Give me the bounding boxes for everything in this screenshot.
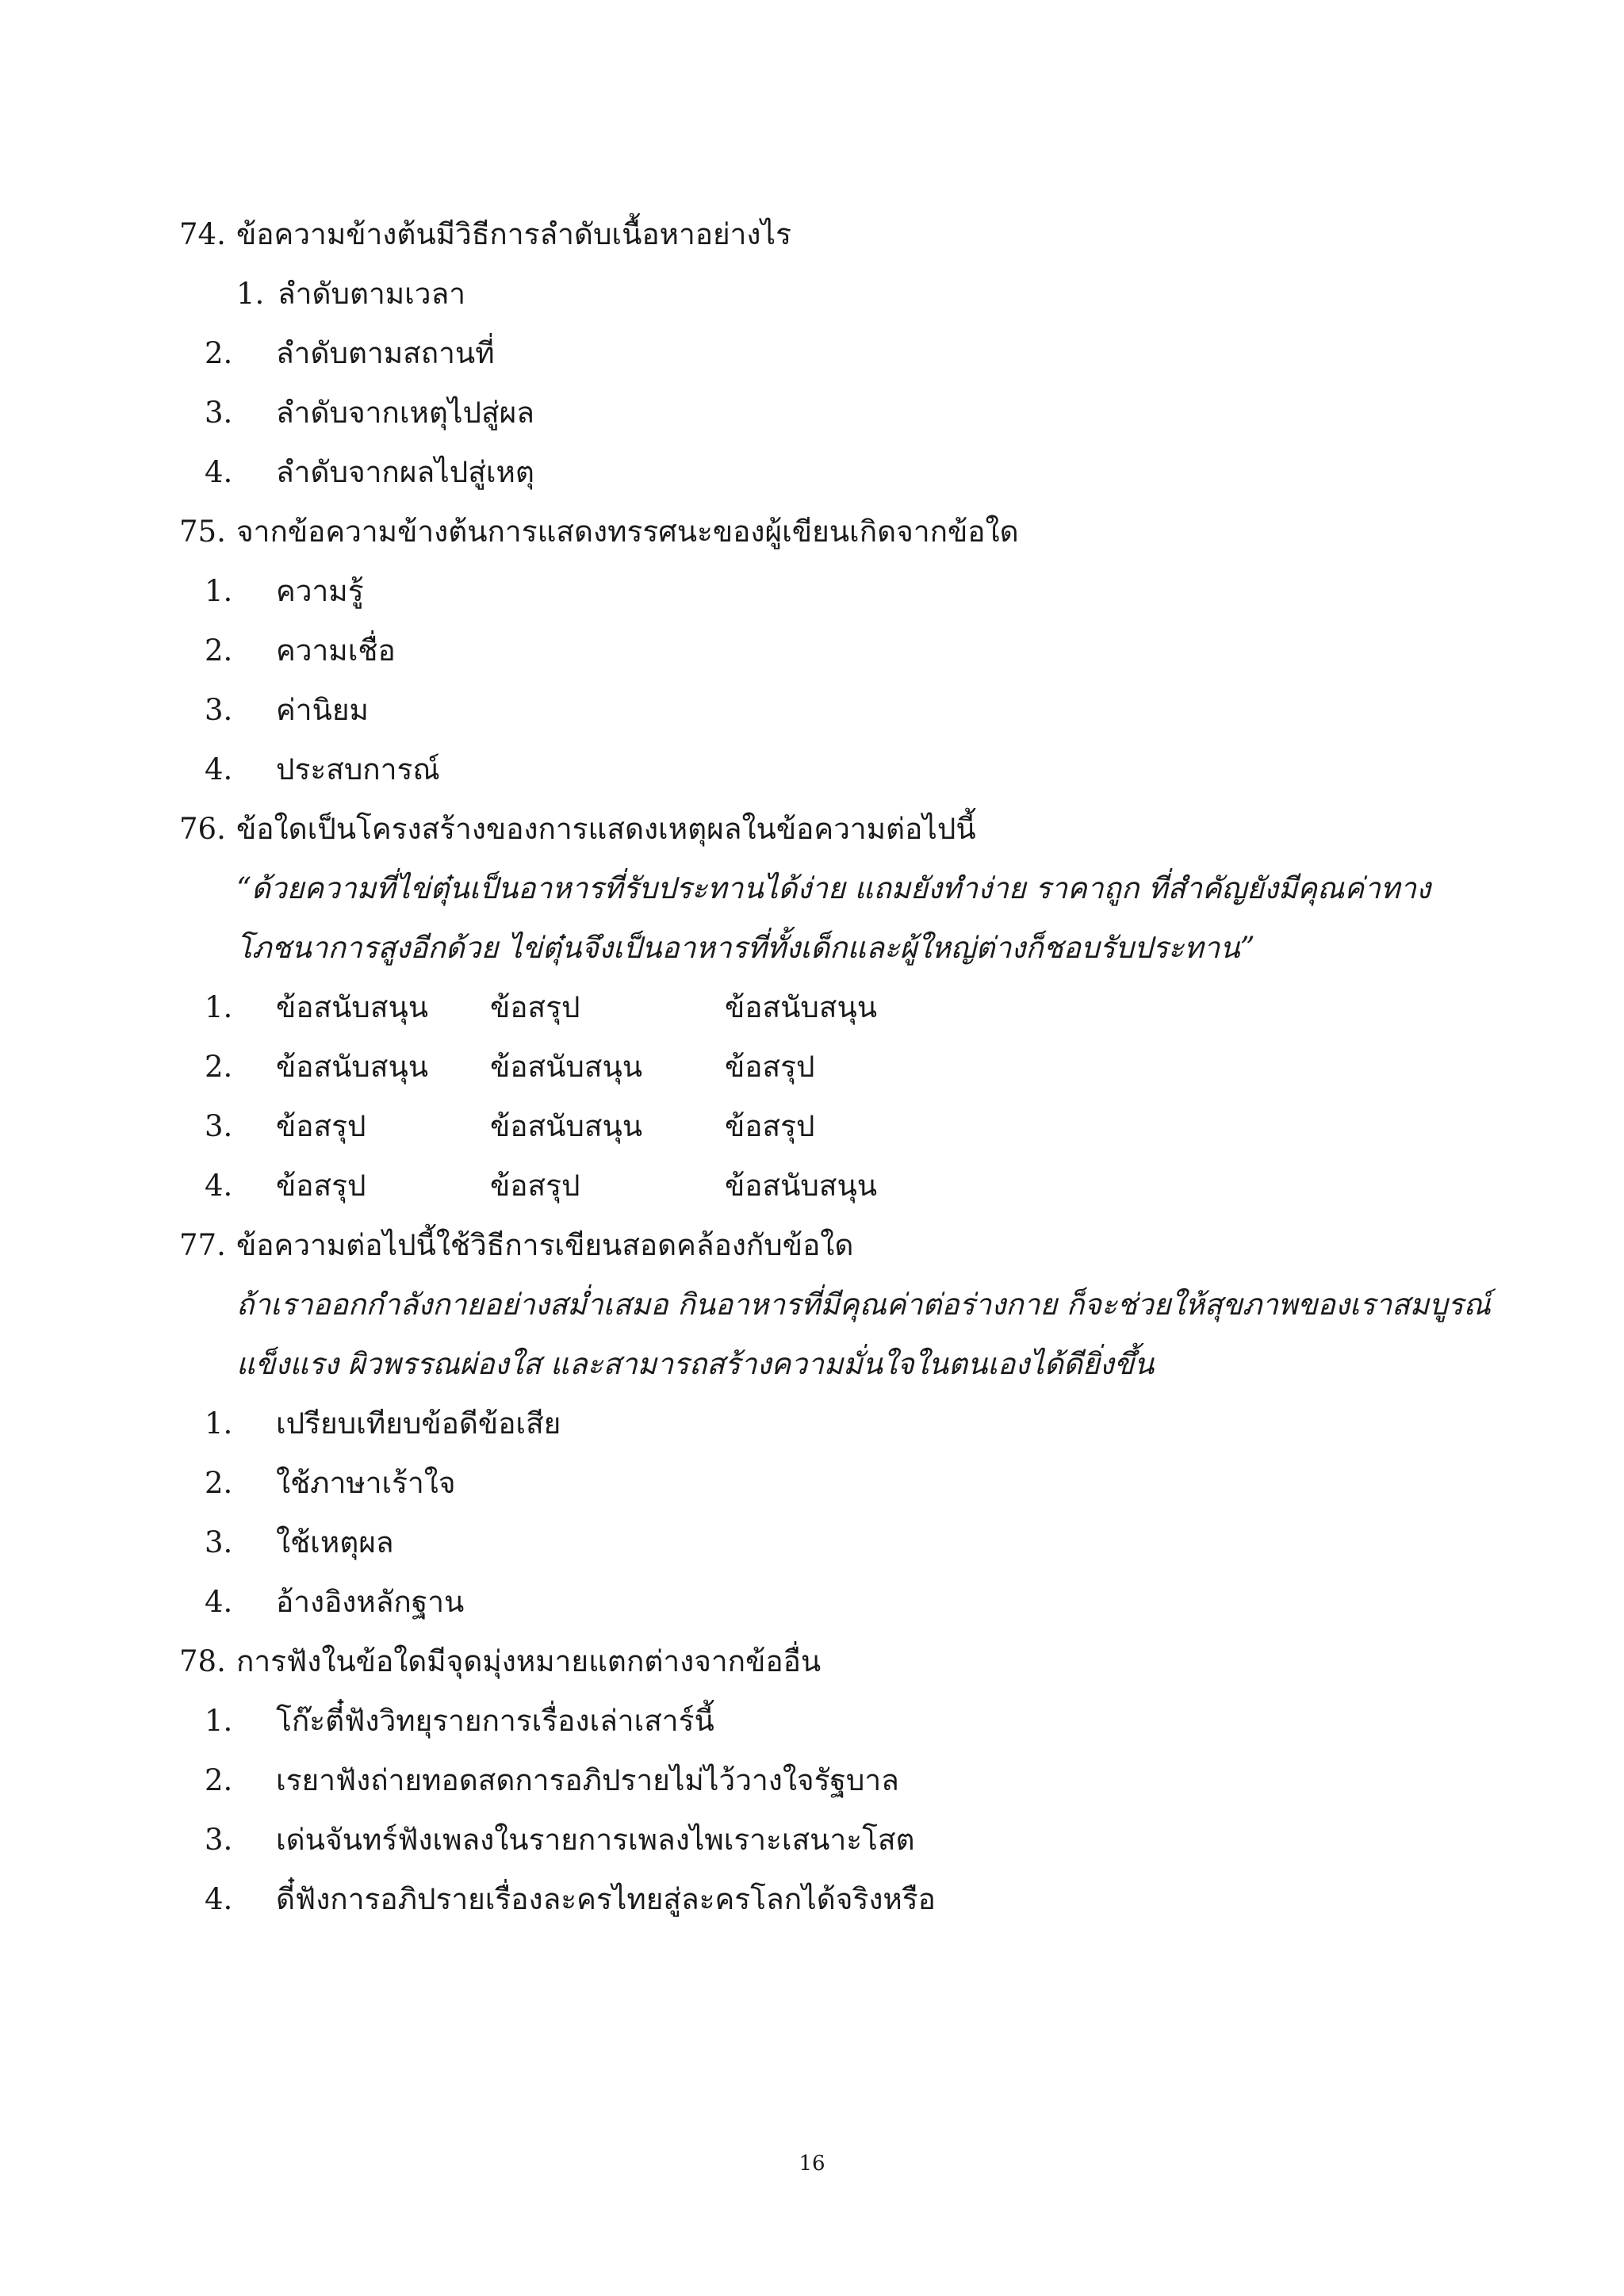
- question-74: [179, 205, 1448, 264]
- choice-75-3: [179, 680, 1448, 740]
- choice-columns: [276, 1096, 814, 1156]
- choice-number: 4.: [205, 752, 233, 786]
- choice-76-4: [179, 1156, 1448, 1215]
- choice-number: 1.: [205, 574, 233, 608]
- choice-col-1: ข้อสนับสนุน: [276, 1050, 429, 1084]
- choice-number: 4.: [205, 1169, 233, 1203]
- choice-col-1: ข้อสนับสนุน: [276, 990, 429, 1024]
- choice-col-3: ข้อสนับสนุน: [725, 990, 878, 1024]
- question-number: 78.: [179, 1644, 226, 1678]
- choice-77-4: [179, 1572, 1448, 1632]
- choice-text: ใช้เหตุผล: [276, 1525, 394, 1559]
- choice-col-2: ข้อสนับสนุน: [490, 1109, 643, 1143]
- choice-text: ความรู้: [276, 574, 364, 608]
- choice-text: ลำดับจากผลไปสู่เหตุ: [276, 455, 534, 489]
- choice-number: 2.: [205, 633, 233, 668]
- choice-text: เรยาฟังถ่ายทอดสดการอภิปรายไม่ไว้วางใจรัฐบาล: [276, 1763, 899, 1797]
- choice-number: 1.: [205, 990, 233, 1024]
- question-76: [179, 799, 1448, 859]
- question-75: [179, 502, 1448, 561]
- choice-number: 3.: [205, 1109, 233, 1143]
- choice-78-3: [179, 1810, 1448, 1869]
- choice-columns: [276, 1156, 877, 1215]
- choice-76-1: [179, 978, 1448, 1037]
- question-number: 74.: [179, 217, 226, 251]
- choice-text: ลำดับตามเวลา: [278, 277, 466, 311]
- choice-78-4: [179, 1869, 1448, 1929]
- choice-74-1: [179, 264, 1448, 323]
- quoted-passage-77: [179, 1275, 1491, 1394]
- choice-74-2: [179, 323, 1448, 383]
- choice-77-2: [179, 1453, 1448, 1513]
- choice-col-2: ข้อสรุป: [490, 1169, 580, 1203]
- choice-text: เด่นจันทร์ฟังเพลงในรายการเพลงไพเราะเสนาะโสต: [276, 1823, 915, 1857]
- choice-text: ลำดับตามสถานที่: [276, 336, 495, 370]
- choice-columns: [276, 1037, 814, 1096]
- choice-text: ความเชื่อ: [276, 633, 396, 668]
- choice-col-2: ข้อสรุป: [490, 990, 580, 1024]
- question-number: 76.: [179, 812, 226, 846]
- choice-number: 3.: [205, 693, 233, 727]
- choice-number: 1.: [205, 1704, 233, 1738]
- choice-text: อ้างอิงหลักฐาน: [276, 1585, 465, 1619]
- choice-77-3: [179, 1513, 1448, 1572]
- choice-col-3: ข้อสรุป: [725, 1050, 815, 1084]
- choice-col-1: ข้อสรุป: [276, 1169, 366, 1203]
- choice-number: 3.: [205, 1823, 233, 1857]
- choice-75-1: [179, 561, 1448, 621]
- choice-number: 1.: [205, 1406, 233, 1441]
- question-77: [179, 1215, 1448, 1275]
- choice-number: 4.: [205, 1882, 233, 1916]
- choice-text: ประสบการณ์: [276, 752, 440, 786]
- question-78: [179, 1632, 1448, 1691]
- choice-75-4: [179, 740, 1448, 799]
- choice-number: 2.: [205, 1466, 233, 1500]
- choice-text: ค่านิยม: [276, 693, 369, 727]
- choice-text: ใช้ภาษาเร้าใจ: [276, 1466, 456, 1500]
- passage-line: “ด้วยความที่ไข่ตุ๋นเป็นอาหารที่รับประทานได้ง่าย แถมยังทำง่าย ราคาถูก ที่สำคัญยังมีคุณค่าทาง: [236, 871, 1431, 905]
- question-text: ข้อใดเป็นโครงสร้างของการแสดงเหตุผลในข้อความต่อไปนี้: [236, 812, 976, 846]
- choice-number: 3.: [205, 1525, 233, 1559]
- choice-text: ดี๋ฟังการอภิปรายเรื่องละครไทยสู่ละครโลกได้จริงหรือ: [276, 1882, 936, 1916]
- question-text: จากข้อความข้างต้นการแสดงทรรศนะของผู้เขียนเกิดจากข้อใด: [236, 515, 1019, 549]
- choice-number: 2.: [205, 1050, 233, 1084]
- choice-col-3: ข้อสรุป: [725, 1109, 815, 1143]
- question-list: [179, 205, 1491, 1929]
- choice-number: 2.: [205, 336, 233, 370]
- quoted-passage-76: [179, 859, 1448, 978]
- choice-text: เปรียบเทียบข้อดีข้อเสีย: [276, 1406, 561, 1441]
- choice-number: 1.: [236, 277, 265, 311]
- choice-number: 3.: [205, 396, 233, 430]
- choice-78-1: [179, 1691, 1448, 1751]
- choice-col-3: ข้อสนับสนุน: [725, 1169, 878, 1203]
- passage-line: ถ้าเราออกกำลังกายอย่างสม่ำเสมอ กินอาหารที่มีคุณค่าต่อร่างกาย ก็จะช่วยให้สุขภาพของเราสมบูรณ์: [236, 1288, 1491, 1322]
- question-number: 77.: [179, 1228, 226, 1262]
- choice-75-2: [179, 621, 1448, 680]
- choice-col-1: ข้อสรุป: [276, 1109, 366, 1143]
- question-text: การฟังในข้อใดมีจุดมุ่งหมายแตกต่างจากข้ออื่น: [236, 1644, 822, 1678]
- question-text: ข้อความข้างต้นมีวิธีการลำดับเนื้อหาอย่างไร: [236, 217, 791, 251]
- passage-line: แข็งแรง ผิวพรรณผ่องใส และสามารถสร้างความมั่นใจในตนเองได้ดียิ่งขึ้น: [236, 1347, 1155, 1381]
- choice-columns: [276, 978, 877, 1037]
- choice-77-1: [179, 1394, 1448, 1453]
- choice-number: 2.: [205, 1763, 233, 1797]
- choice-78-2: [179, 1751, 1448, 1810]
- page-number: 16: [799, 2152, 825, 2175]
- choice-text: ลำดับจากเหตุไปสู่ผล: [276, 396, 534, 430]
- passage-line: โภชนาการสูงอีกด้วย ไข่ตุ๋นจึงเป็นอาหารที่ทั้งเด็กและผู้ใหญ่ต่างก็ชอบรับประทาน”: [236, 931, 1255, 965]
- choice-text: โก๊ะตี๋ฟังวิทยุรายการเรื่องเล่าเสาร์นี้: [276, 1704, 714, 1738]
- question-number: 75.: [179, 515, 226, 549]
- choice-76-2: [179, 1037, 1448, 1096]
- question-text: ข้อความต่อไปนี้ใช้วิธีการเขียนสอดคล้องกับข้อใด: [236, 1228, 854, 1262]
- choice-number: 4.: [205, 1585, 233, 1619]
- choice-76-3: [179, 1096, 1448, 1156]
- choice-74-4: [179, 442, 1448, 502]
- choice-number: 4.: [205, 455, 233, 489]
- choice-col-2: ข้อสนับสนุน: [490, 1050, 643, 1084]
- choice-74-3: [179, 383, 1448, 442]
